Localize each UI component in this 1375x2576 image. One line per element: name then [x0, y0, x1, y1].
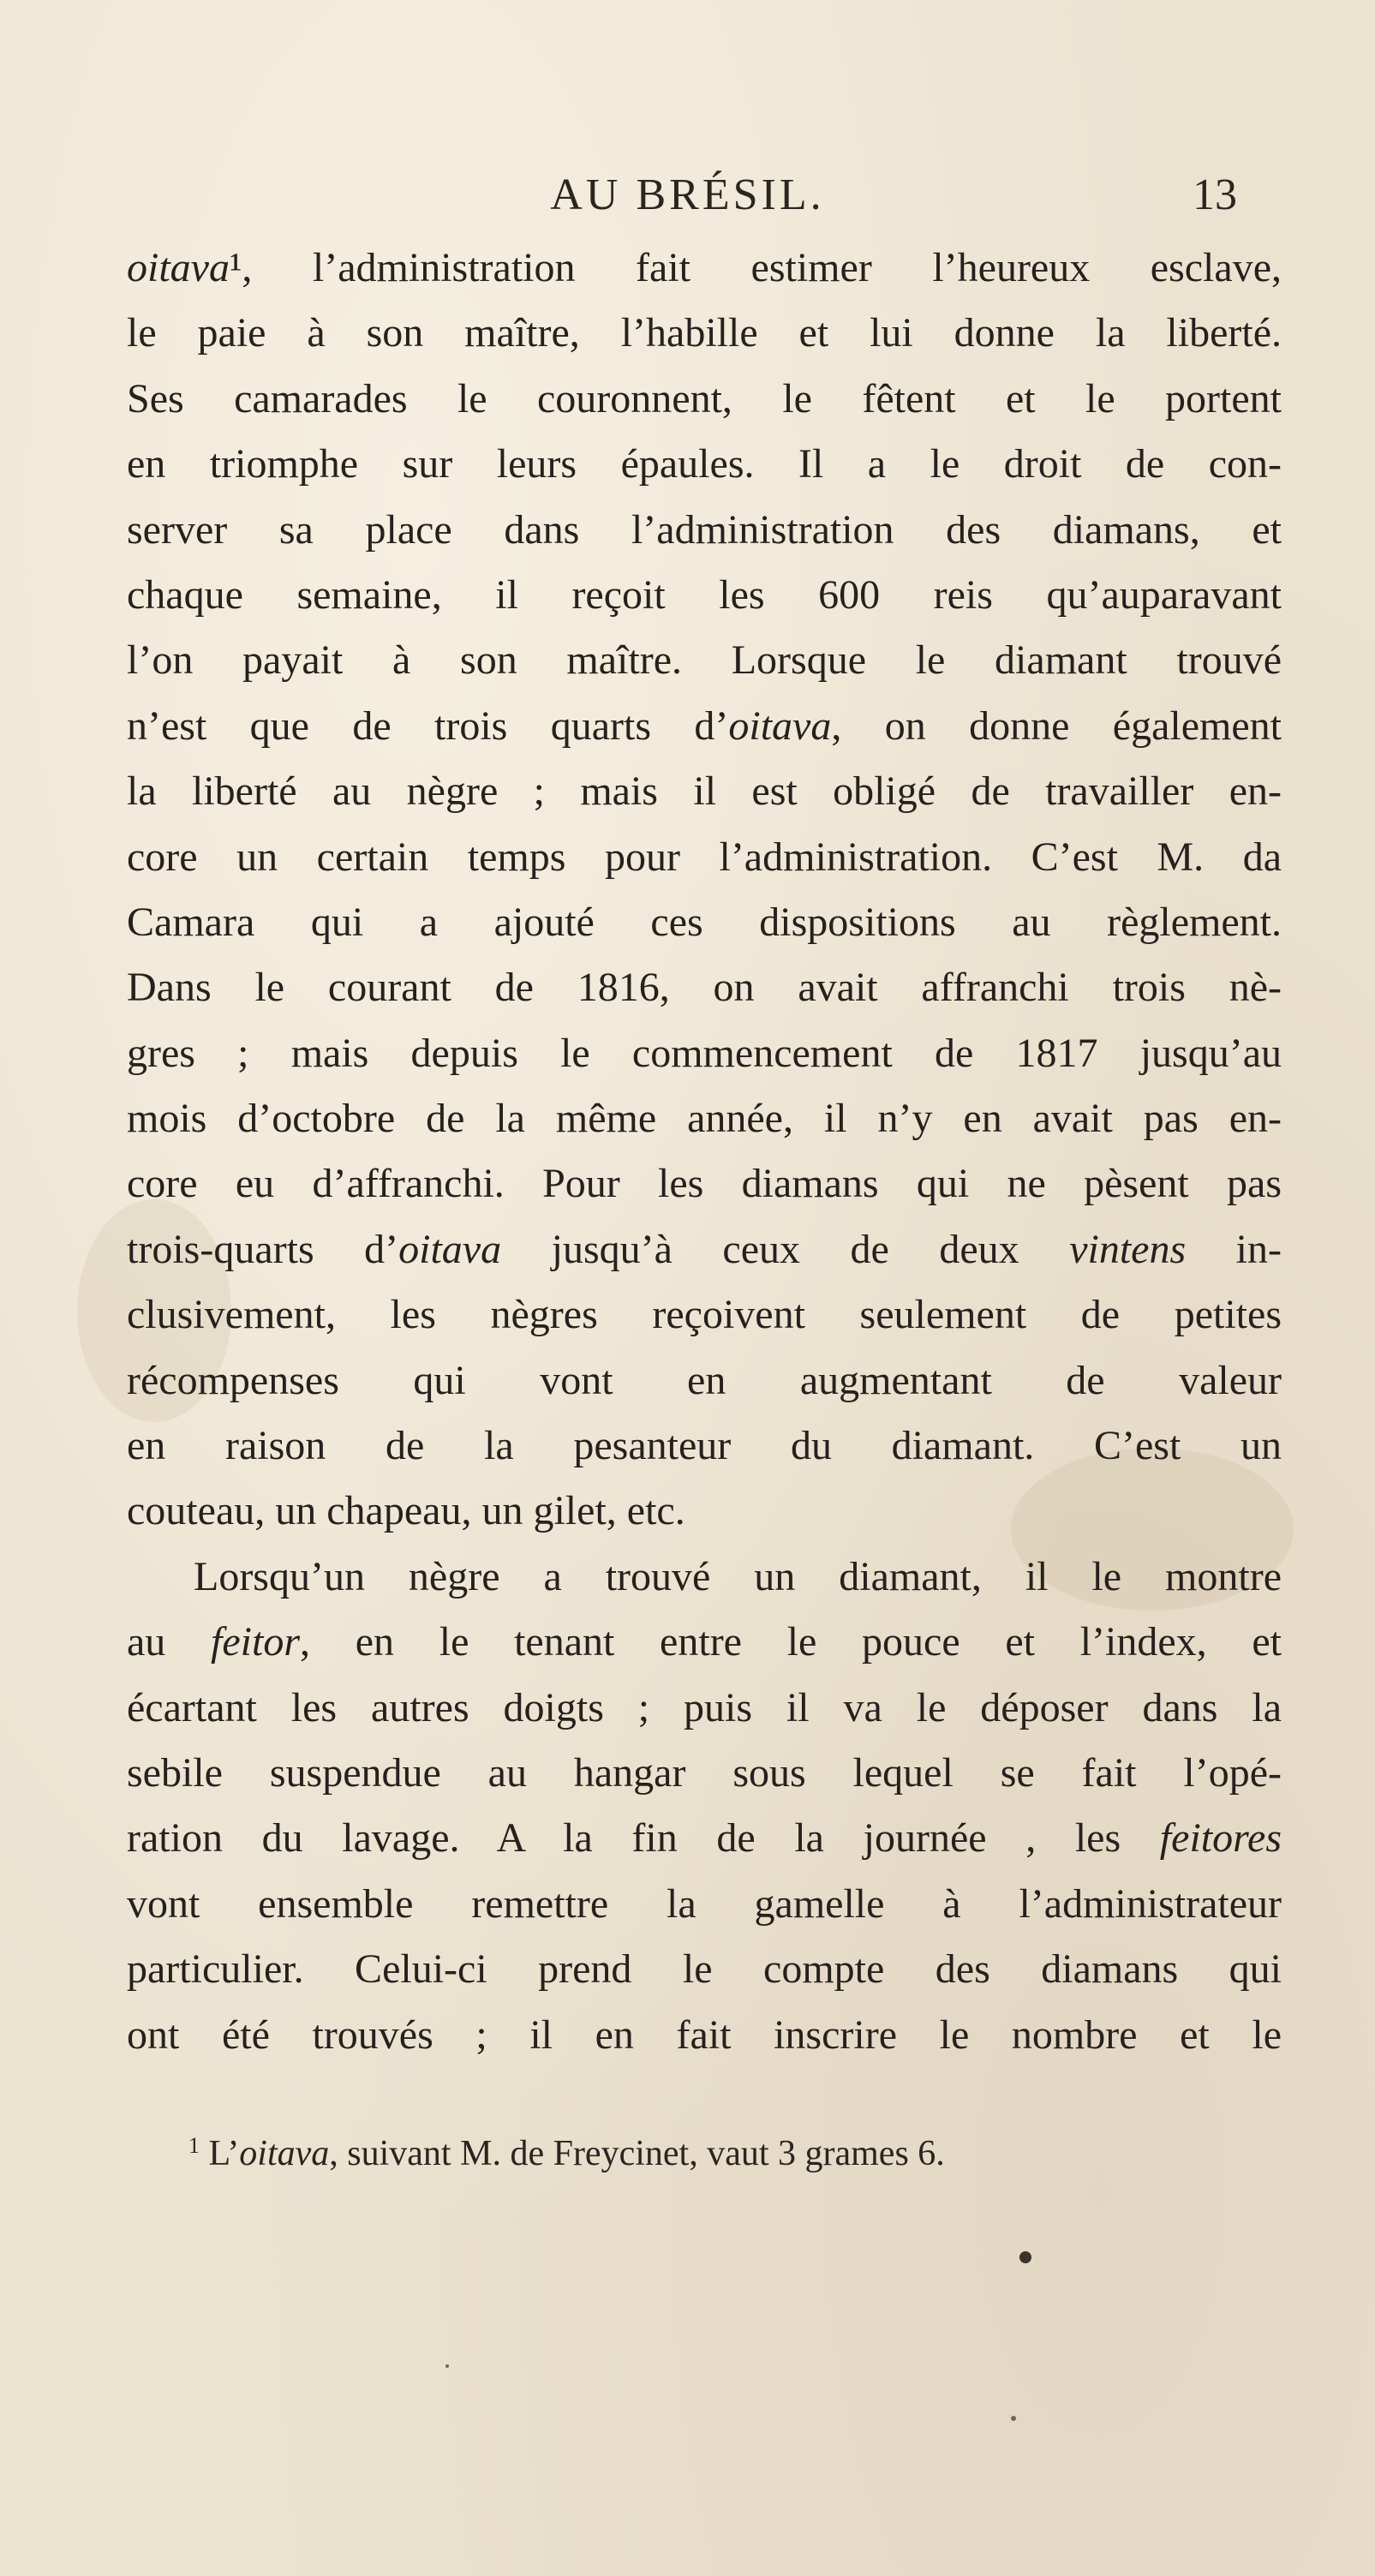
italic-term: oitava — [127, 245, 230, 290]
body-text — [127, 236, 1282, 2068]
text-run: , en le tenant entre le pouce et l’index, et — [300, 1619, 1282, 1665]
text-line — [127, 955, 1282, 1020]
text-line — [127, 825, 1282, 890]
text-run: server sa place dans l’administration des diamans, et — [127, 506, 1282, 553]
text-line — [127, 1414, 1282, 1479]
italic-term: vintens — [1069, 1226, 1187, 1272]
text-run: jusqu’à ceux de deux — [501, 1226, 1070, 1272]
text-run: ¹, l’administration fait estimer l’heureux esclave, — [229, 245, 1282, 290]
text-run: chaque semaine, il reçoit les 600 reis qu’auparavant — [127, 571, 1282, 618]
text-line — [127, 301, 1282, 366]
italic-term: feitores — [1159, 1815, 1282, 1862]
text-run: couteau, un chapeau, un gilet, etc. — [127, 1488, 685, 1534]
text-run: , suivant M. de Freycinet, vaut 3 grames 6. — [329, 2134, 945, 2173]
running-title: AU BRÉSIL. — [550, 170, 825, 219]
italic-term: oitava — [728, 702, 832, 749]
text-line — [127, 1545, 1282, 1610]
text-run: in- — [1186, 1226, 1282, 1272]
text-line — [127, 1282, 1282, 1348]
italic-term: oitava — [398, 1226, 502, 1272]
text-line — [127, 2003, 1282, 2068]
text-run: la liberté au nègre ; mais il est obligé de travailler en- — [127, 768, 1282, 815]
text-line — [127, 367, 1282, 432]
text-run: écartant les autres doigts ; puis il va le déposer dans la — [127, 1684, 1282, 1730]
text-line — [127, 1872, 1282, 1937]
text-run: , on donne également — [831, 702, 1282, 749]
footnote — [188, 2133, 945, 2174]
text-line — [127, 1741, 1282, 1806]
text-run: Lorsqu’un nègre a trouvé un diamant, il le montre — [194, 1553, 1282, 1599]
text-run: trois-quarts d’ — [127, 1226, 399, 1272]
text-line — [127, 1151, 1282, 1216]
italic-term: oitava — [239, 2134, 330, 2173]
text-line — [127, 563, 1282, 628]
text-run: sebile suspendue au hangar sous lequel se fait l’opé- — [127, 1749, 1282, 1796]
text-line — [127, 1610, 1282, 1675]
text-line — [127, 1676, 1282, 1741]
text-line — [127, 432, 1282, 497]
text-line — [127, 1479, 1282, 1544]
text-run: Ses camarades le couronnent, le fêtent et le portent — [127, 375, 1282, 421]
text-run: l’on payait à son maître. Lorsque le diamant trouvé — [127, 637, 1282, 684]
text-run: ont été trouvés ; il en fait inscrire le nombre et le — [127, 2011, 1282, 2058]
text-run: vont ensemble remettre la gamelle à l’administrateur — [127, 1880, 1282, 1927]
text-run: en triomphe sur leurs épaules. Il a le droit de con- — [127, 441, 1282, 487]
text-line — [127, 498, 1282, 563]
text-run: ration du lavage. A la fin de la journée , les — [127, 1815, 1160, 1862]
text-run: mois d’octobre de la même année, il n’y en avait pas en- — [127, 1096, 1282, 1142]
italic-term: feitor — [211, 1619, 301, 1665]
text-run: clusivement, les nègres reçoivent seulement de petites — [127, 1292, 1282, 1338]
text-line — [127, 628, 1282, 693]
footnote-text — [209, 2134, 945, 2173]
text-run: le paie à son maître, l’habille et lui donne la liberté. — [127, 310, 1282, 356]
text-run: Dans le courant de 1816, on avait affranchi trois nè- — [127, 965, 1282, 1011]
text-run: core eu d’affranchi. Pour les diamans qui ne pèsent pas — [127, 1161, 1282, 1207]
footnote-marker: 1 — [188, 2133, 200, 2158]
text-run: gres ; mais depuis le commencement de 1817 jusqu’au — [127, 1030, 1282, 1076]
text-line — [127, 1937, 1282, 2002]
text-line — [127, 236, 1282, 301]
text-line — [127, 1217, 1282, 1282]
paper-speck — [1011, 2416, 1016, 2421]
ornament-dot — [1019, 2251, 1031, 2263]
text-line — [127, 1086, 1282, 1151]
text-run: L’ — [208, 2134, 240, 2173]
text-line — [127, 1806, 1282, 1871]
text-run: n’est que de trois quarts d’ — [127, 702, 729, 749]
text-run: au — [127, 1619, 212, 1665]
text-run: récompenses qui vont en augmentant de valeur — [127, 1357, 1282, 1403]
text-run: en raison de la pesanteur du diamant. C’est un — [127, 1423, 1282, 1469]
text-line — [127, 1021, 1282, 1086]
text-run: Camara qui a ajouté ces dispositions au règlement. — [127, 899, 1282, 945]
text-line — [127, 1348, 1282, 1414]
text-line — [127, 759, 1282, 824]
paper-speck — [445, 2364, 449, 2368]
text-run: particulier. Celui-ci prend le compte des diamans qui — [127, 1946, 1282, 1993]
page-number: 13 — [1193, 170, 1237, 219]
text-line — [127, 694, 1282, 759]
text-line — [127, 890, 1282, 955]
text-run: core un certain temps pour l’administration. C’est M. da — [127, 834, 1282, 880]
